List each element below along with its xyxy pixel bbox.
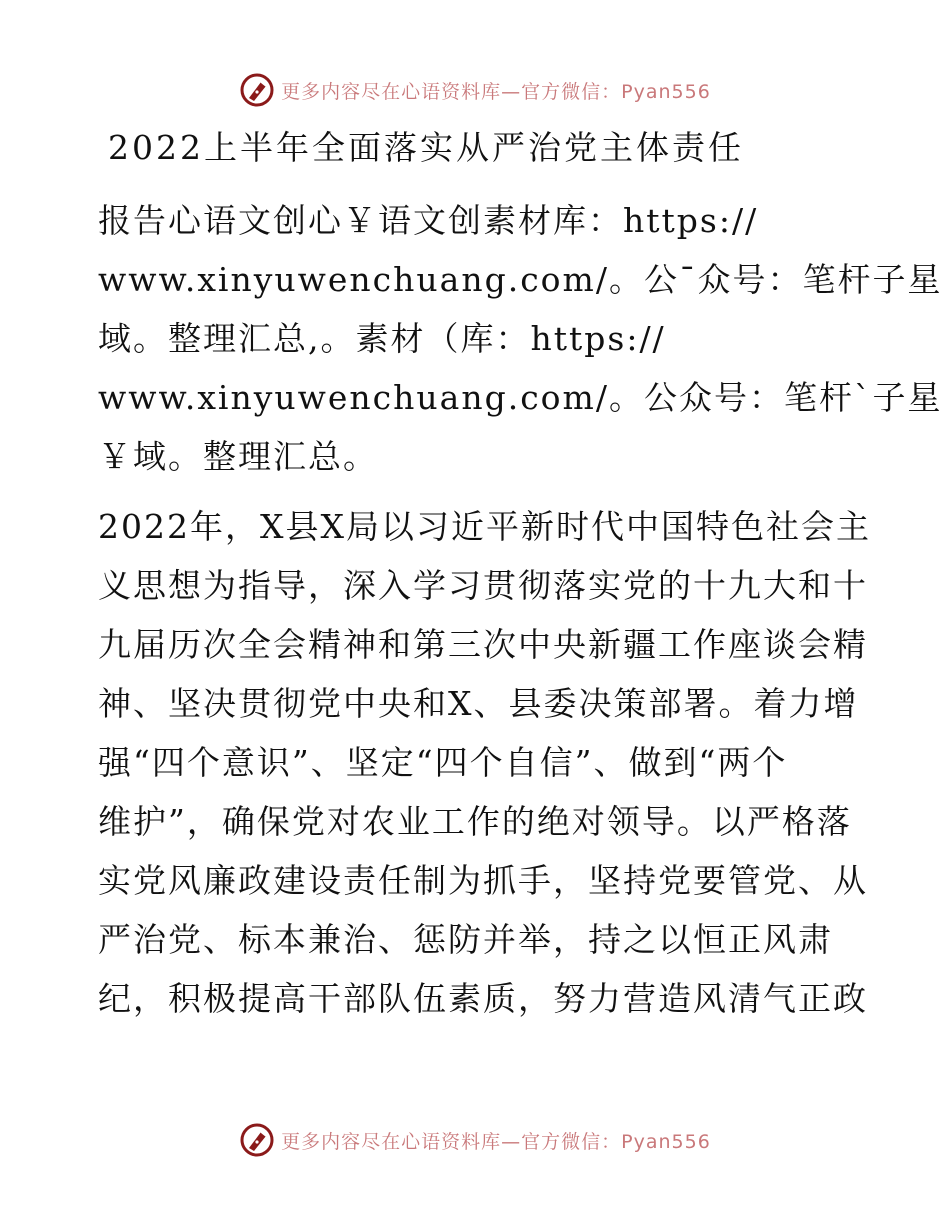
paragraph-body: [98, 497, 871, 1028]
paragraph-line: www.xinyuwenchuang.com/。公¯众号：笔杆子星: [98, 260, 943, 299]
paragraph-line: 九届历次全会精神和第三次中央新疆工作座谈会精: [98, 625, 868, 664]
paragraph-line: 纪，积极提高干部队伍素质，努力营造风清气正政: [98, 979, 868, 1018]
fountain-pen-logo-icon: [239, 1122, 275, 1158]
paragraph-line: 报告心语文创心￥语文创素材库：https://: [98, 201, 759, 240]
paragraph-line: 2022年，X县X局以习近平新时代中国特色社会主: [98, 507, 871, 546]
paragraph-line: 神、坚决贯彻党中央和X、县委决策部署。着力增: [98, 684, 859, 723]
document-title: 2022上半年全面落实从严治党主体责任: [108, 128, 744, 167]
paragraph-line: 义思想为指导，深入学习贯彻落实党的十九大和十: [98, 566, 868, 605]
paragraph-line: 实党风廉政建设责任制为抓手，坚持党要管党、从: [98, 861, 868, 900]
fountain-pen-logo-icon: [239, 72, 275, 108]
paragraph-line: 维护”，确保党对农业工作的绝对领导。以严格落: [98, 802, 852, 841]
paragraph-line: 域。整理汇总,。素材（库：https://: [98, 319, 666, 358]
header-watermark-banner: [0, 70, 950, 110]
paragraph-intro: [98, 191, 943, 486]
footer-watermark-banner: [0, 1120, 950, 1160]
header-watermark-text: 更多内容尽在心语资料库—官方微信：Pyan556: [281, 80, 711, 103]
paragraph-line: www.xinyuwenchuang.com/。公众号：笔杆`子星: [98, 378, 943, 417]
paragraph-line: 严治党、标本兼治、惩防并举，持之以恒正风肃: [98, 920, 833, 959]
paragraph-line: ￥域。整理汇总。: [98, 437, 378, 476]
paragraph-line: 强“四个意识”、坚定“四个自信”、做到“两个: [98, 743, 788, 782]
footer-watermark-text: 更多内容尽在心语资料库—官方微信：Pyan556: [281, 1130, 711, 1153]
